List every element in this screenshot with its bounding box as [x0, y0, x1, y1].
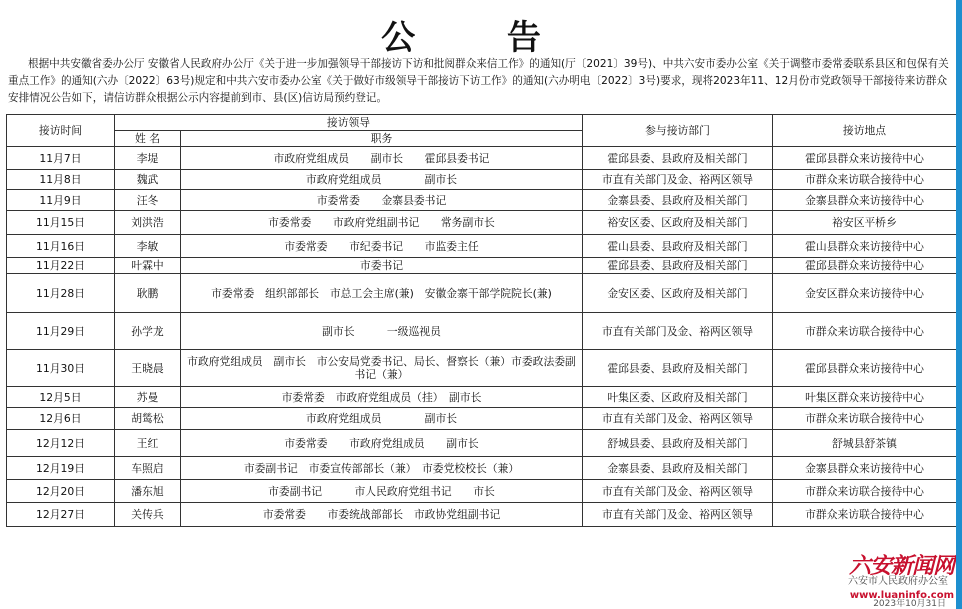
- cell-position: 市委副书记 市委宣传部部长（兼） 市委党校校长（兼）: [181, 457, 583, 480]
- header-time: 接访时间: [7, 115, 115, 147]
- cell-depts: 市直有关部门及金、裕两区领导: [583, 170, 773, 190]
- cell-time: 11月30日: [7, 350, 115, 387]
- cell-depts: 霍邱县委、县政府及相关部门: [583, 350, 773, 387]
- cell-name: 汪冬: [115, 190, 181, 211]
- cell-position: 市委常委 市政府党组副书记 常务副市长: [181, 211, 583, 235]
- table-row: [7, 274, 957, 313]
- cell-time: 11月29日: [7, 313, 115, 350]
- cell-location: 金寨县群众来访接待中心: [773, 457, 957, 480]
- cell-time: 11月7日: [7, 147, 115, 170]
- table-row: [7, 503, 957, 527]
- logo-brand: 六安新闻网: [848, 553, 954, 579]
- header-position: 职务: [181, 131, 583, 147]
- cell-position: 市政府党组成员 副市长: [181, 408, 583, 430]
- table-row: [7, 387, 957, 408]
- cell-time: 11月22日: [7, 258, 115, 274]
- cell-name: 王晓晨: [115, 350, 181, 387]
- cell-time: 11月8日: [7, 170, 115, 190]
- cell-depts: 金安区委、区政府及相关部门: [583, 274, 773, 313]
- cell-location: 霍邱县群众来访接待中心: [773, 147, 957, 170]
- cell-time: 12月19日: [7, 457, 115, 480]
- cell-location: 市群众来访联合接待中心: [773, 313, 957, 350]
- intro-paragraph: 根据中共安徽省委办公厅 安徽省人民政府办公厅《关于进一步加强领导干部接访下访和批阅群众来信工作》的通知(厅〔2021〕39号)、中共六安市委办公室《关于调整市委常委联系县区和包保有关重点工作》的通知(六办〔2022〕63号)规定和中共六安市委办公室《关于做好市级领导干部接访下访工作》的通知(六办明电〔2022〕3号)要求，现将2023年11、12月份市党政领导干部接待来访群众安排情况公告如下，请信访群众根据公示内容提前到市、县(区)信访局预约登记。: [8, 58, 949, 104]
- table-row: [7, 170, 957, 190]
- cell-name: 李敏: [115, 235, 181, 258]
- table-row: [7, 313, 957, 350]
- cell-depts: 霍邱县委、县政府及相关部门: [583, 147, 773, 170]
- cell-depts: 市直有关部门及金、裕两区领导: [583, 503, 773, 527]
- cell-location: 叶集区群众来访接待中心: [773, 387, 957, 408]
- cell-depts: 金寨县委、县政府及相关部门: [583, 457, 773, 480]
- right-border-bar: [956, 0, 962, 609]
- page-title: 公 告: [381, 18, 581, 58]
- cell-name: 车照启: [115, 457, 181, 480]
- cell-depts: 霍山县委、县政府及相关部门: [583, 235, 773, 258]
- cell-name: 魏武: [115, 170, 181, 190]
- cell-location: 金寨县群众来访接待中心: [773, 190, 957, 211]
- cell-time: 12月27日: [7, 503, 115, 527]
- cell-depts: 市直有关部门及金、裕两区领导: [583, 480, 773, 503]
- cell-location: 金安区群众来访接待中心: [773, 274, 957, 313]
- cell-position: 市政府党组成员 副市长 霍邱县委书记: [181, 147, 583, 170]
- cell-location: 裕安区平桥乡: [773, 211, 957, 235]
- cell-location: 市群众来访联合接待中心: [773, 170, 957, 190]
- cell-depts: 叶集区委、区政府及相关部门: [583, 387, 773, 408]
- table-row: [7, 211, 957, 235]
- cell-name: 孙学龙: [115, 313, 181, 350]
- schedule-table: [6, 114, 957, 527]
- header-leader: 接访领导: [115, 115, 583, 131]
- cell-position: 市委常委 市政府党组成员 副市长: [181, 430, 583, 457]
- table-row: [7, 350, 957, 387]
- cell-position: 市政府党组成员 副市长 市公安局党委书记、局长、督察长（兼）市委政法委副书记（兼）: [181, 350, 583, 387]
- table-row: [7, 408, 957, 430]
- header-name: 姓 名: [115, 131, 181, 147]
- cell-location: 霍山县群众来访接待中心: [773, 235, 957, 258]
- cell-time: 11月15日: [7, 211, 115, 235]
- table-row: [7, 147, 957, 170]
- cell-position: 市委常委 市委统战部部长 市政协党组副书记: [181, 503, 583, 527]
- table-row: [7, 258, 957, 274]
- cell-position: 市委常委 市纪委书记 市监委主任: [181, 235, 583, 258]
- cell-position: 市委副书记 市人民政府党组书记 市长: [181, 480, 583, 503]
- cell-name: 叶霖中: [115, 258, 181, 274]
- cell-position: 市委常委 金寨县委书记: [181, 190, 583, 211]
- site-url-wrap: [846, 590, 954, 601]
- table-row: [7, 480, 957, 503]
- table-row: [7, 190, 957, 211]
- cell-name: 李堤: [115, 147, 181, 170]
- cell-location: 舒城县舒茶镇: [773, 430, 957, 457]
- cell-name: 胡鸶松: [115, 408, 181, 430]
- issue-date: 2023年10月31日: [873, 599, 946, 609]
- cell-name: 刘洪浩: [115, 211, 181, 235]
- cell-time: 11月16日: [7, 235, 115, 258]
- header-location: 接访地点: [773, 115, 957, 147]
- cell-time: 11月9日: [7, 190, 115, 211]
- cell-depts: 霍邱县委、县政府及相关部门: [583, 258, 773, 274]
- cell-position: 市委常委 组织部部长 市总工会主席(兼) 安徽金寨干部学院院长(兼): [181, 274, 583, 313]
- cell-location: 市群众来访联合接待中心: [773, 408, 957, 430]
- cell-position: 市政府党组成员 副市长: [181, 170, 583, 190]
- cell-name: 潘东旭: [115, 480, 181, 503]
- cell-time: 12月12日: [7, 430, 115, 457]
- cell-location: 霍邱县群众来访接待中心: [773, 258, 957, 274]
- cell-name: 耿鹏: [115, 274, 181, 313]
- table-row: [7, 430, 957, 457]
- site-url: www.luaninfo.com: [849, 590, 954, 601]
- cell-time: 11月28日: [7, 274, 115, 313]
- cell-position: 市委常委 市政府党组成员（挂） 副市长: [181, 387, 583, 408]
- cell-depts: 市直有关部门及金、裕两区领导: [583, 408, 773, 430]
- cell-depts: 市直有关部门及金、裕两区领导: [583, 313, 773, 350]
- cell-position: 副市长 一级巡视员: [181, 313, 583, 350]
- issuer-stamp: 六安市人民政府办公室: [848, 576, 948, 587]
- cell-name: 关传兵: [115, 503, 181, 527]
- cell-location: 霍邱县群众来访接待中心: [773, 350, 957, 387]
- cell-location: 市群众来访联合接待中心: [773, 480, 957, 503]
- cell-name: 苏曼: [115, 387, 181, 408]
- cell-time: 12月5日: [7, 387, 115, 408]
- cell-location: 市群众来访联合接待中心: [773, 503, 957, 527]
- cell-depts: 舒城县委、县政府及相关部门: [583, 430, 773, 457]
- cell-time: 12月20日: [7, 480, 115, 503]
- header-depts: 参与接访部门: [583, 115, 773, 147]
- cell-depts: 金寨县委、县政府及相关部门: [583, 190, 773, 211]
- table-row: [7, 235, 957, 258]
- table-row: [7, 457, 957, 480]
- cell-name: 王红: [115, 430, 181, 457]
- cell-depts: 裕安区委、区政府及相关部门: [583, 211, 773, 235]
- cell-position: 市委书记: [181, 258, 583, 274]
- cell-time: 12月6日: [7, 408, 115, 430]
